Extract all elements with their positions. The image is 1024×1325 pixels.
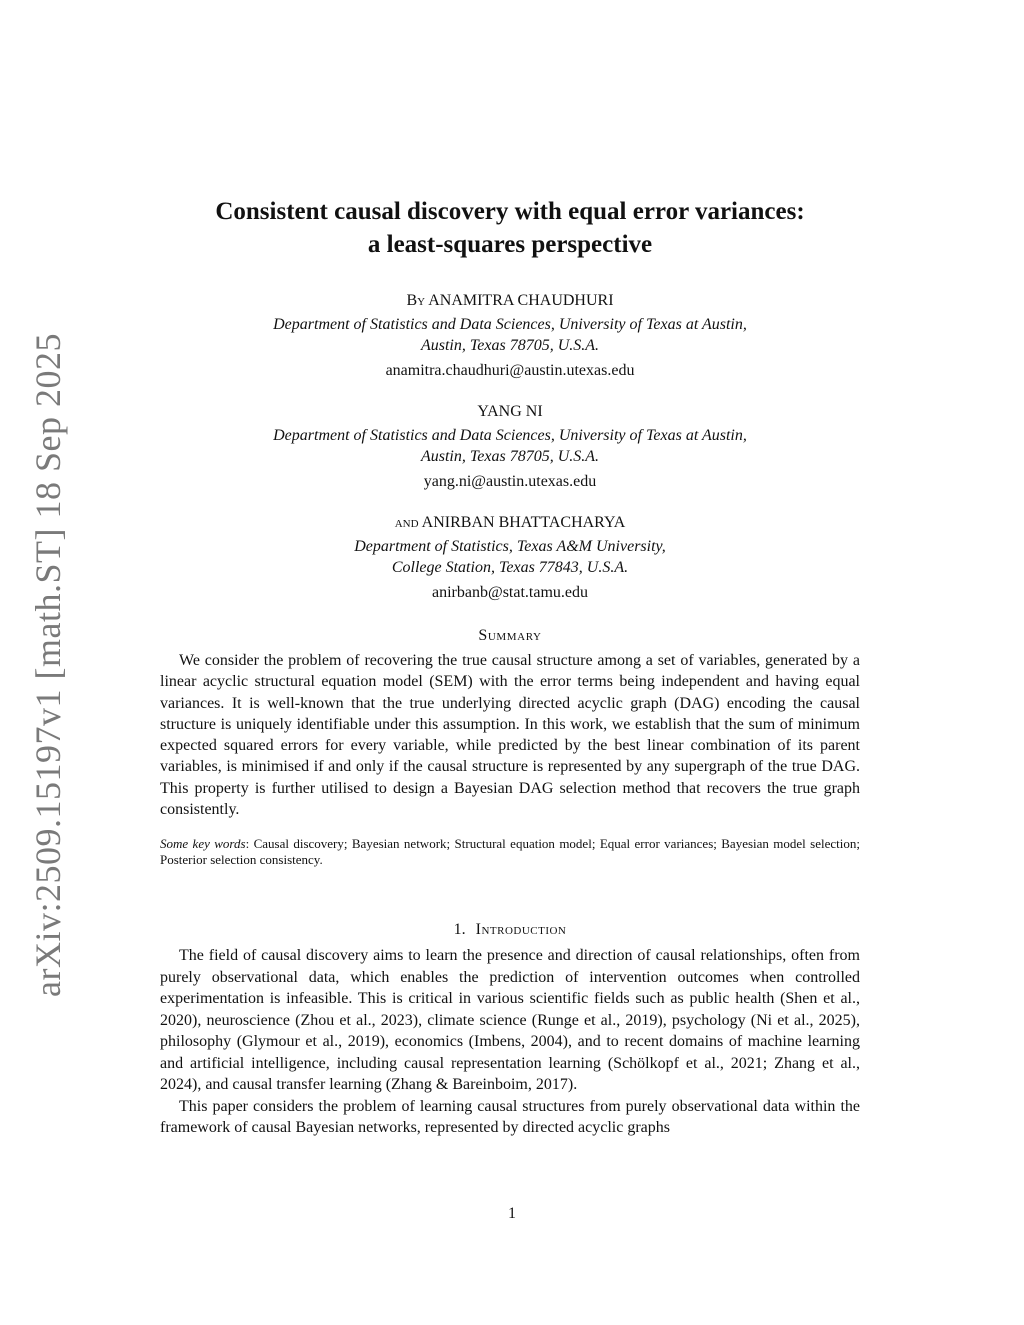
author-prefix: By <box>406 292 426 309</box>
section-number: 1. <box>453 921 466 939</box>
summary-heading: Summary <box>478 627 542 644</box>
author-email: anirbanb@stat.tamu.edu <box>431 584 589 601</box>
author-name <box>160 401 860 422</box>
arxiv-identifier-stamp <box>8 333 88 997</box>
section-heading-introduction <box>160 921 860 939</box>
author-affiliation-line-2: Austin, Texas 78705, U.S.A. <box>420 448 600 465</box>
author-affiliation-line-1: Department of Statistics and Data Sciences, University of Texas at Austin, <box>273 316 747 333</box>
page-number: 1 <box>508 1205 516 1222</box>
author-block-2 <box>160 401 860 492</box>
author-affiliation-line-2: Austin, Texas 78705, U.S.A. <box>420 337 600 354</box>
keywords-text: : Causal discovery; Bayesian network; Structural equation model; Equal error variances; Bayesian model selection; Posterior selection consistency. <box>160 836 861 868</box>
introduction-paragraph-2: This paper considers the problem of learning causal structures from purely observational data within the framework of causal Bayesian networks, represented by directed acyclic graphs <box>160 1097 860 1137</box>
author-email: yang.ni@austin.utexas.edu <box>423 473 597 490</box>
paper-title-line-2: a least-squares perspective <box>367 231 653 258</box>
paper-title-line-1: Consistent causal discovery with equal error variances: <box>215 198 805 225</box>
summary-text: We consider the problem of recovering the true causal structure among a set of variables, generated by a linear acyclic structural equation model (SEM) with the error terms being independent and having equal variances. It is well-known that the true underlying directed acyclic graph (DAG) encoding the causal structure is uniquely identifiable under this assumption. In this work, we establish that the sum of minimum expected squared errors for every variable, while predicted by the best linear combination of its parent variables, is minimised if and only if the causal structure is represented by any supergraph of the true DAG. This property is further utilised to design a Bayesian DAG selection method that recovers the true graph consistently. <box>160 652 860 819</box>
author-name-text: ANAMITRA CHAUDHURI <box>428 292 614 309</box>
section-title: Introduction <box>475 921 567 939</box>
paper-page <box>160 195 860 1139</box>
author-name-text: ANIRBAN BHATTACHARYA <box>421 514 626 531</box>
author-block-1 <box>160 290 860 381</box>
keywords <box>160 836 860 868</box>
author-affiliation-line-1: Department of Statistics, Texas A&M University, <box>354 538 666 555</box>
author-name-text: YANG NI <box>477 403 543 420</box>
author-name <box>160 512 860 533</box>
author-prefix: and <box>394 514 419 531</box>
paper-title <box>160 195 860 261</box>
author-block-3 <box>160 512 860 603</box>
introduction-paragraph-1: The field of causal discovery aims to learn the presence and direction of causal relationships, often from purely observational data, which enables the prediction of intervention outcomes when controlled experimentation is infeasible. This is critical in various scientific fields such as public health (Shen et al., 2020), neuroscience (Zhou et al., 2023), climate science (Runge et al., 2019), psychology (Ni et al., 2025), philosophy (Glymour et al., 2019), economics (Imbens, 2004), and to recent domains of machine learning and artificial intelligence, including causal representation learning (Schölkopf et al., 2021; Zhang et al., 2024), and causal transfer learning (Zhang & Bareinboim, 2017). <box>160 947 860 1094</box>
keywords-label: Some key words <box>160 836 246 852</box>
author-email: anamitra.chaudhuri@austin.utexas.edu <box>385 362 635 379</box>
arxiv-identifier-text: arXiv:2509.15197v1 [math.ST] 18 Sep 2025 <box>28 333 69 997</box>
author-affiliation-line-2: College Station, Texas 77843, U.S.A. <box>391 559 629 576</box>
author-affiliation-line-1: Department of Statistics and Data Sciences, University of Texas at Austin, <box>273 427 747 444</box>
author-name <box>160 290 860 311</box>
